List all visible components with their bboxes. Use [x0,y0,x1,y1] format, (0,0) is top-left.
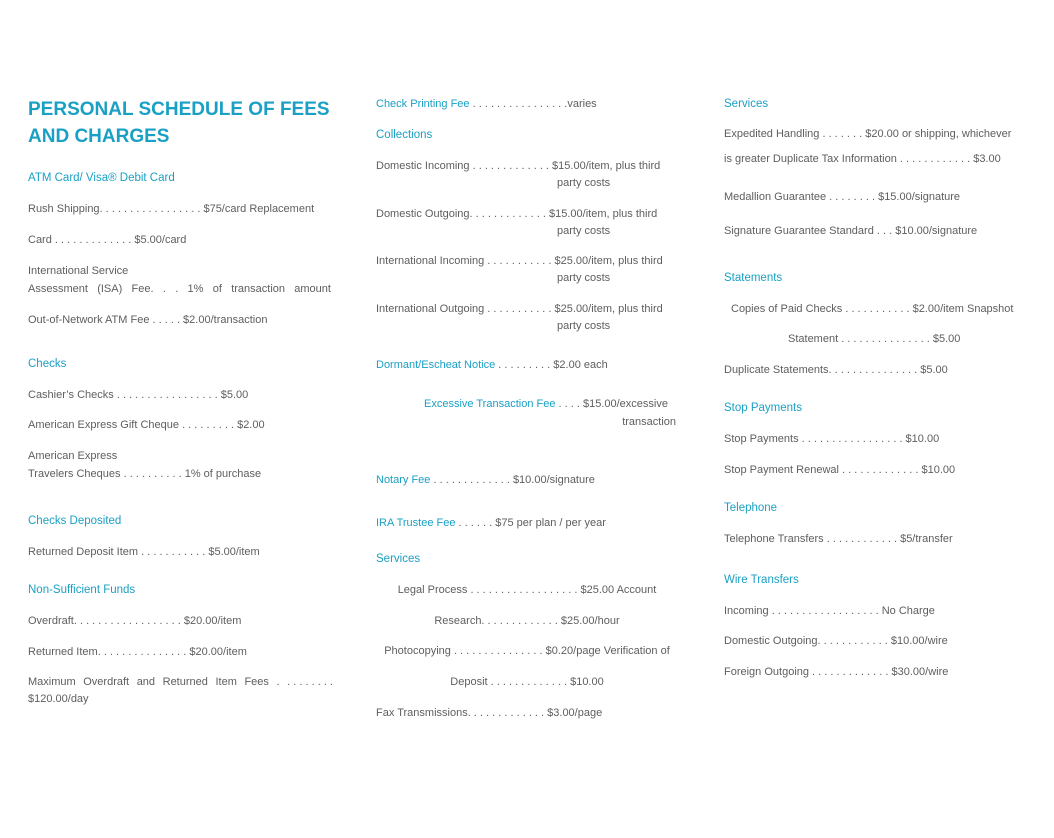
checks-deposited-heading: Checks Deposited [28,515,122,527]
domestic-outgoing-note: party costs [557,225,611,237]
title-line-2: AND CHARGES [28,126,170,147]
isa-word: amount [294,283,331,295]
max-word: . . . . . . . . [287,676,333,688]
overdraft-fee: Overdraft. . . . . . . . . . . . . . . . . . $20.00/item [28,615,242,627]
snapshot-statement-fee: Statement . . . . . . . . . . . . . . . $5.00 [788,333,961,345]
ira-trustee-fee [376,517,606,529]
signature-guarantee-fee: Signature Guarantee Standard . . . $10.00/signature [724,225,978,237]
max-overdraft-line [28,676,333,688]
deposit-verification-fee: Deposit . . . . . . . . . . . . . $10.00 [450,676,604,688]
travelers-cheques-fee: Travelers Cheques . . . . . . . . . . 1% of purchase [28,468,262,480]
max-word: Maximum [28,676,76,688]
ira-label: IRA Trustee Fee [376,517,456,529]
returned-deposit-item-fee: Returned Deposit Item . . . . . . . . . . . $5.00/item [28,546,260,558]
domestic-incoming-note: party costs [557,177,611,189]
rush-shipping-fee: Rush Shipping. . . . . . . . . . . . . . . . . $75/card Replacement [28,203,315,215]
atm-card-heading: ATM Card/ Visa® Debit Card [28,172,175,184]
max-overdraft-value: $120.00/day [28,693,89,705]
checks-heading: Checks [28,358,67,370]
card-replacement-fee: Card . . . . . . . . . . . . . $5.00/card [28,234,187,246]
telephone-heading: Telephone [724,502,778,514]
dormant-value: . . . . . . . . . $2.00 each [495,359,608,371]
isa-word: transaction [231,283,285,295]
ira-value: . . . . . . $75 per plan / per year [455,517,606,529]
max-word: Returned [162,676,208,688]
isa-fee-line [28,283,331,295]
max-word: and [136,676,156,688]
domestic-incoming-fee: Domestic Incoming . . . . . . . . . . . . . $15.00/item, plus third [376,160,661,172]
isa-word: of [212,283,222,295]
max-word: Overdraft [83,676,130,688]
isa-word: . [175,283,179,295]
medallion-guarantee-fee: Medallion Guarantee . . . . . . . . $15.00/signature [724,191,961,203]
notary-value: . . . . . . . . . . . . . $10.00/signature [430,474,595,486]
notary-label: Notary Fee [376,474,431,486]
domestic-outgoing-fee: Domestic Outgoing. . . . . . . . . . . . . $15.00/item, plus third [376,208,658,220]
isa-word: Fee. [131,283,154,295]
copies-paid-checks-fee: Copies of Paid Checks . . . . . . . . . . . $2.00/item Snapshot [731,303,1014,315]
duplicate-tax-info-fee: is greater Duplicate Tax Information . . . . . . . . . . . . $3.00 [724,153,1001,165]
check-printing-value: . . . . . . . . . . . . . . . .varies [469,98,597,110]
telephone-transfers-fee: Telephone Transfers . . . . . . . . . . . . $5/transfer [724,533,953,545]
isa-word: (ISA) [97,283,123,295]
stop-payments-heading: Stop Payments [724,402,802,414]
check-printing-fee [376,98,597,110]
isa-word: . [162,283,166,295]
isa-word: Assessment [28,283,88,295]
fax-transmissions-fee: Fax Transmissions. . . . . . . . . . . . . $3.00/page [376,707,603,719]
title-line-1: PERSONAL SCHEDULE OF FEES [28,99,330,120]
returned-item-fee: Returned Item. . . . . . . . . . . . . . . $20.00/item [28,646,247,658]
page-title [28,96,330,150]
stop-payments-fee: Stop Payments . . . . . . . . . . . . . . . . . $10.00 [724,433,940,445]
wire-domestic-outgoing-fee: Domestic Outgoing. . . . . . . . . . . . $10.00/wire [724,635,948,647]
photocopying-fee: Photocopying . . . . . . . . . . . . . . . $0.20/page Verification of [384,645,670,657]
excessive-value: . . . . $15.00/excessive [555,398,668,410]
services-heading-2: Services [376,553,421,565]
wire-transfers-heading: Wire Transfers [724,574,799,586]
check-printing-label: Check Printing Fee [376,98,470,110]
services-heading-3: Services [724,98,769,110]
excessive-transaction-fee [424,398,668,410]
notary-fee [376,474,595,486]
international-outgoing-fee: International Outgoing . . . . . . . . . . . $25.00/item, plus third [376,303,663,315]
isa-word: 1% [187,283,204,295]
max-word: Fees [244,676,269,688]
dormant-notice-fee [376,359,608,371]
stop-payment-renewal-fee: Stop Payment Renewal . . . . . . . . . . . . . $10.00 [724,464,956,476]
isa-line-1: International Service [28,265,129,277]
excessive-note: transaction [622,416,676,428]
research-fee: Research. . . . . . . . . . . . . $25.00/hour [434,615,620,627]
amex-gift-cheque-fee: American Express Gift Cheque . . . . . . . . . $2.00 [28,419,265,431]
international-incoming-note: party costs [557,272,611,284]
legal-process-fee: Legal Process . . . . . . . . . . . . . . . . . . $25.00 Account [397,584,657,596]
expedited-handling-fee: Expedited Handling . . . . . . . $20.00 or shipping, whichever [724,128,1012,140]
max-word: Item [215,676,237,688]
wire-foreign-outgoing-fee: Foreign Outgoing . . . . . . . . . . . . . $30.00/wire [724,666,949,678]
max-word: . [276,676,280,688]
statements-heading: Statements [724,272,783,284]
dormant-label: Dormant/Escheat Notice [376,359,496,371]
out-of-network-atm-fee: Out-of-Network ATM Fee . . . . . $2.00/transaction [28,314,268,326]
international-incoming-fee: International Incoming . . . . . . . . . . . $25.00/item, plus third [376,255,663,267]
excessive-label: Excessive Transaction Fee [424,398,556,410]
nsf-heading: Non-Sufficient Funds [28,584,136,596]
international-outgoing-note: party costs [557,320,611,332]
collections-heading: Collections [376,129,433,141]
amex-line-1: American Express [28,450,118,462]
cashiers-checks-fee: Cashier’s Checks . . . . . . . . . . . . . . . . . $5.00 [28,389,249,401]
wire-incoming-fee: Incoming . . . . . . . . . . . . . . . . . . No Charge [724,605,935,617]
duplicate-statements-fee: Duplicate Statements. . . . . . . . . . . . . . . $5.00 [724,364,948,376]
